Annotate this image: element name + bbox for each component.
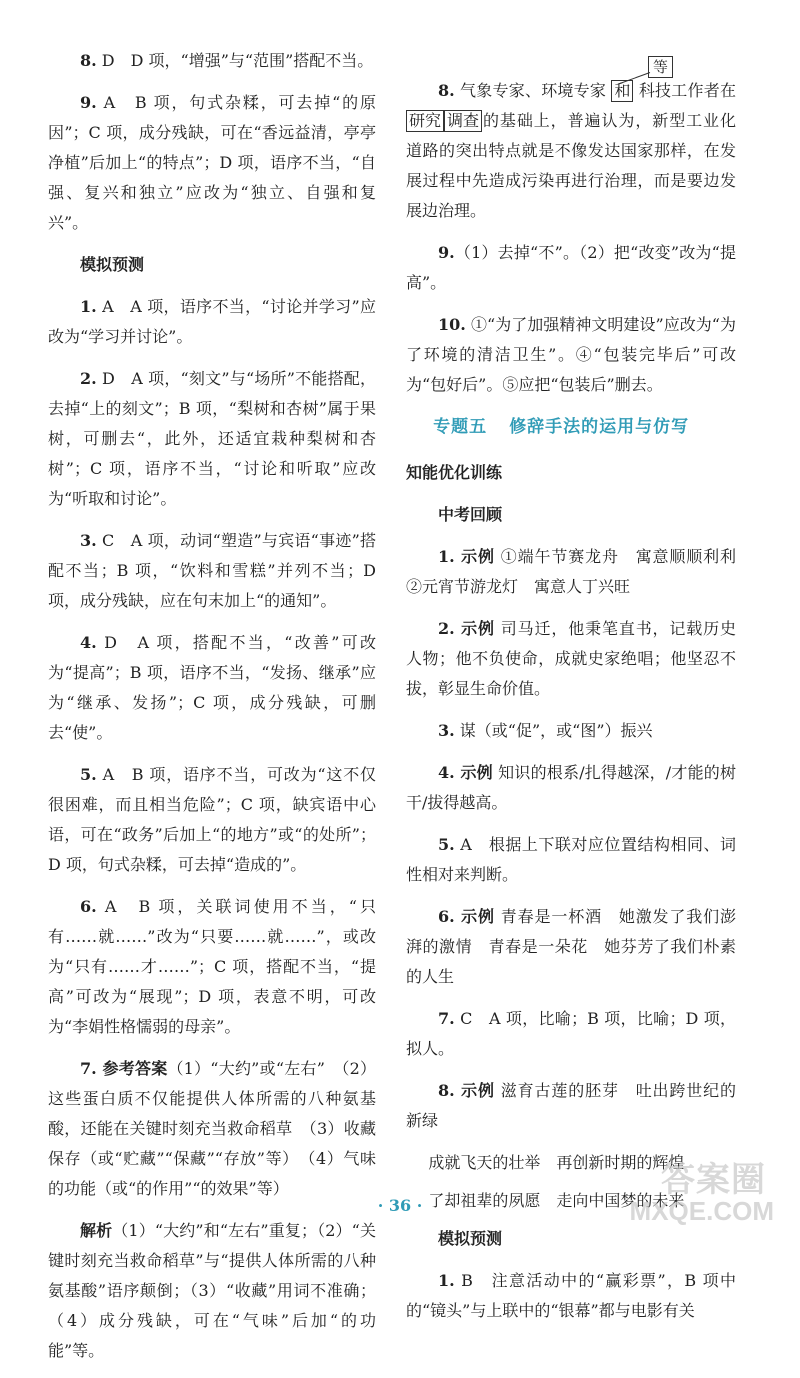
review-item-7: 7. C A 项，比喻；B 项，比喻；D 项，拟人。 [406,1009,736,1058]
mock-item-2: 2. D A 项，“刻文”与“场所”不能搭配，去掉“上的刻文”；B 项，“梨树和杏树”属于果树，可删去“，此外，还适宜栽种梨树和杏树”；C 项，语序不当，“讨论和听取”应改为“听取和讨论”。 [48,369,376,508]
right-item-10: 10. ①“为了加强精神文明建设”应改为“为了环境的清洁卫生”。④“包装完毕后”可改为“包好后”。⑤应把“包装后”删去。 [406,315,736,394]
couplet-line-2: 了却祖辈的夙愿 走向中国梦的未来 [428,1191,685,1210]
answer-item-8: 8. D D 项，“增强”与“范围”搭配不当。 [80,51,374,70]
boxed-word-survey: 调查 [444,110,482,132]
mock-item-5: 5. A B 项，语序不当，可改为“这不仅很困难，而且相当危险”；C 项，缺宾语中心语，可在“政务”后加上“的地方”或“的处所”；D 项，句式杂糅，可去掉“造成的”。 [48,765,376,874]
topic-title: 专题五 修辞手法的运用与仿写 [433,417,690,437]
review-item-2: 2. 示例 司马迁，他秉笔直书，记载历史人物；他不负使命，成就史家绝唱；他坚忍不拔，彰显生命价值。 [406,619,736,698]
sub-heading-review: 中考回顾 [438,505,503,524]
insertion-tag: 等 [648,56,673,78]
answer-item-9: 9. A B 项，句式杂糅，可去掉“的原因”；C 项，成分残缺，可在“香远益清，亭亭净植”后加上“的特点”；D 项，语序不当，“自强、复兴和独立”应改为“独立、自强和复兴”。 [48,93,376,232]
right-column [406,46,736,1338]
mock-item-7: 7. 参考答案（1）“大约”或“左右” （2）这些蛋白质不仅能提供人体所需的八种氨基酸，还能在关键时刻充当救命稻草 （3）收藏 保存（或“贮藏”“保藏”“存放”等） （4）气味 的功能（或“的作用”“的效果”等） [48,1059,393,1198]
mock-item-3: 3. C A 项，动词“塑造”与宾语“事迹”搭配不当；B 项，“饮料和雪糕”并列不当；D 项，成分残缺，应在句末加上“的通知”。 [48,531,376,610]
mock-item-6: 6. A B 项，关联词使用不当，“只有……就……”改为“只要……就……”，或改为“只有……才……”；C 项，搭配不当，“提高”可改为“展现”；D 项，表意不明，可改为“李娟性格懦弱的母亲”。 [48,897,376,1036]
right-item-9: 9.（1）去掉“不”。（2）把“改变”改为“提高”。 [406,243,736,292]
page-number: · 36 · [377,1196,423,1215]
watermark-logo: 答案圈 [661,1161,766,1199]
section-heading-mock: 模拟预测 [80,255,145,274]
analysis: 解析（1）“大约”和“左右”重复；（2）“关键时刻充当救命稻草”与“提供人体所需的八种氨基酸”语序颠倒；（3）“收藏”用词不准确；（4）成分残缺，可在“气味”后加“的功能”等。 [48,1221,376,1360]
right-item-8: 8. 气象专家、环境专家 和 科技工作者在研究 调查 的基础上，普遍认为，新型工业化道路的突出特点就是不像发达国家那样，在发展过程中先造成污染再进行治理，而是要边发展边治理。 [406,81,736,220]
mock-item-1: 1. A A 项，语序不当，“讨论并学习”应改为“学习并讨论”。 [48,297,376,346]
right-mock-item-1: 1. B 注意活动中的“赢彩票”，B 项中的“镜头”与上联中的“银幕”都与电影有关 [406,1271,736,1320]
review-item-6: 6. 示例 青春是一杯酒 她激发了我们澎湃的激情 青春是一朵花 她芬芳了我们朴素的人生 [406,907,736,986]
section-title: 知能优化训练 [406,463,503,482]
review-item-5: 5. A 根据上下联对应位置结构相同、词性相对来判断。 [406,835,736,884]
review-item-3: 3. 谋（或“促”，或“图”）振兴 [438,721,653,740]
left-column [48,46,393,1378]
review-item-1: 1. 示例 ①端午节赛龙舟 寓意顺顺利利 ②元宵节游龙灯 寓意人丁兴旺 [406,547,736,596]
sub-heading-mock: 模拟预测 [438,1229,503,1248]
boxed-word-research: 研究 [406,110,444,132]
couplet-line-1: 成就飞天的壮举 再创新时期的辉煌 [428,1153,685,1172]
mock-item-4: 4. D A 项，搭配不当，“改善”可改为“提高”；B 项，语序不当，“发扬、继承”应为“继承、发扬”；C 项，成分残缺，可删去“使”。 [48,633,376,742]
boxed-word-and: 和 [611,80,633,102]
review-item-4: 4. 示例 知识的根系/扎得越深，/才能的树干/拔得越高。 [406,763,736,812]
review-item-8: 8. 示例 滋育古莲的胚芽 吐出跨世纪的新绿 [406,1081,736,1130]
watermark-url: MXQE.COM [629,1196,774,1226]
